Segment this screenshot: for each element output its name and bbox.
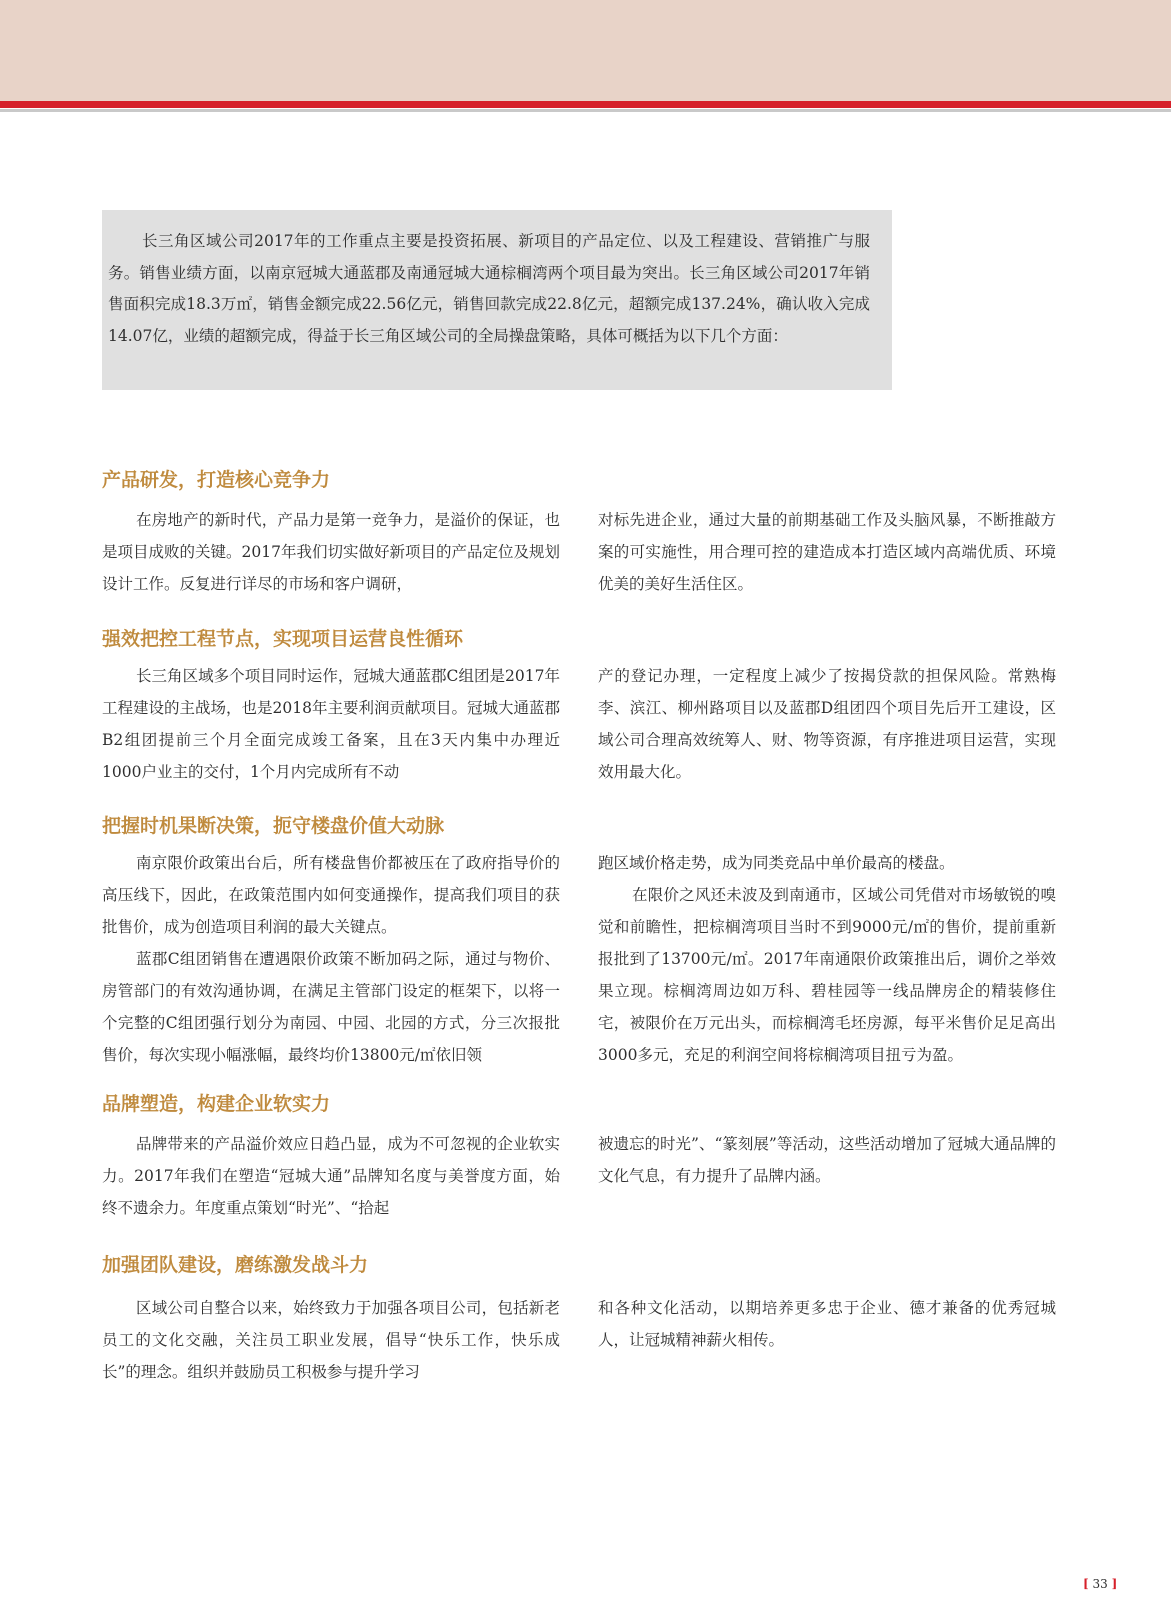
page-number-close-bracket: ] bbox=[1111, 1577, 1118, 1591]
header-red-rule bbox=[0, 101, 1171, 108]
paragraph: 长三角区域多个项目同时运作，冠城大通蓝郡C组团是2017年工程建设的主战场，也是2018年主要利润贡献项目。冠城大通蓝郡B2组团提前三个月全面完成竣工备案，且在3天内集中办理近1000户业主的交付，1个月内完成所有不动 bbox=[102, 667, 560, 781]
section-pricing-right bbox=[598, 847, 1056, 1071]
section-brand-left bbox=[102, 1128, 560, 1224]
page-number bbox=[1083, 1576, 1117, 1592]
paragraph: 产的登记办理，一定程度上减少了按揭贷款的担保风险。常熟梅李、滨江、柳州路项目以及蓝郡D组团四个项目先后开工建设，区域公司合理高效统筹人、财、物等资源，有序推进项目运营，实现效用最大化。 bbox=[598, 667, 1056, 781]
section-title-brand: 品牌塑造，构建企业软实力 bbox=[102, 1093, 331, 1115]
section-engineering-left bbox=[102, 660, 560, 788]
paragraph: 南京限价政策出台后，所有楼盘售价都被压在了政府指导价的高压线下，因此，在政策范围内如何变通操作，提高我们项目的获批售价，成为创造项目利润的最大关键点。 bbox=[102, 854, 560, 936]
paragraph: 品牌带来的产品溢价效应日趋凸显，成为不可忽视的企业软实力。2017年我们在塑造“冠城大通”品牌知名度与美誉度方面，始终不遗余力。年度重点策划“时光”、“拾起 bbox=[102, 1135, 560, 1217]
paragraph: 区域公司自整合以来，始终致力于加强各项目公司，包括新老员工的文化交融，关注员工职业发展，倡导“快乐工作，快乐成长”的理念。组织并鼓励员工积极参与提升学习 bbox=[102, 1299, 560, 1381]
intro-box bbox=[102, 210, 892, 390]
section-title-team: 加强团队建设，磨练激发战斗力 bbox=[102, 1254, 369, 1276]
section-title-pricing: 把握时机果断决策，扼守楼盘价值大动脉 bbox=[102, 815, 445, 837]
header-band bbox=[0, 0, 1171, 101]
section-engineering-right bbox=[598, 660, 1056, 788]
section-title-product: 产品研发，打造核心竞争力 bbox=[102, 469, 331, 491]
paragraph: 被遗忘的时光”、“篆刻展”等活动，这些活动增加了冠城大通品牌的文化气息，有力提升了品牌内涵。 bbox=[598, 1135, 1056, 1185]
section-product-right bbox=[598, 504, 1056, 600]
header-gray-rule bbox=[0, 109, 1171, 112]
section-brand-right bbox=[598, 1128, 1056, 1192]
paragraph: 在房地产的新时代，产品力是第一竞争力，是溢价的保证，也是项目成败的关键。2017年我们切实做好新项目的产品定位及规划设计工作。反复进行详尽的市场和客户调研， bbox=[102, 511, 560, 593]
page-number-open-bracket: [ bbox=[1083, 1577, 1089, 1591]
intro-text: 长三角区域公司2017年的工作重点主要是投资拓展、新项目的产品定位、以及工程建设、营销推广与服务。销售业绩方面，以南京冠城大通蓝郡及南通冠城大通棕榈湾两个项目最为突出。长三角区域公司2017年销售面积完成18.3万㎡，销售金额完成22.56亿元，销售回款完成22.8亿元，超额完成137.24%，确认收入完成14.07亿，业绩的超额完成，得益于长三角区域公司的全局操盘策略，具体可概括为以下几个方面： bbox=[108, 232, 870, 345]
paragraph: 蓝郡C组团销售在遭遇限价政策不断加码之际，通过与物价、房管部门的有效沟通协调，在满足主管部门设定的框架下，以将一个完整的C组团强行划分为南园、中园、北园的方式，分三次报批售价，每次实现小幅涨幅，最终均价13800元/㎡依旧领 bbox=[102, 950, 560, 1064]
section-pricing-left bbox=[102, 847, 560, 1071]
section-title-engineering: 强效把控工程节点，实现项目运营良性循环 bbox=[102, 628, 464, 650]
page-number-value: 33 bbox=[1092, 1577, 1108, 1591]
paragraph: 跑区域价格走势，成为同类竞品中单价最高的楼盘。 bbox=[598, 854, 955, 872]
paragraph: 在限价之风还未波及到南通市，区域公司凭借对市场敏锐的嗅觉和前瞻性，把棕榈湾项目当时不到9000元/㎡的售价，提前重新报批到了13700元/㎡。2017年南通限价政策推出后，调价之举效果立现。棕榈湾周边如万科、碧桂园等一线品牌房企的精装修住宅，被限价在万元出头，而棕榈湾毛坯房源，每平米售价足足高出3000多元，充足的利润空间将棕榈湾项目扭亏为盈。 bbox=[598, 886, 1056, 1064]
paragraph: 对标先进企业，通过大量的前期基础工作及头脑风暴，不断推敲方案的可实施性，用合理可控的建造成本打造区域内高端优质、环境优美的美好生活住区。 bbox=[598, 511, 1056, 593]
section-team-right bbox=[598, 1292, 1056, 1356]
section-product-left bbox=[102, 504, 560, 600]
paragraph: 和各种文化活动，以期培养更多忠于企业、德才兼备的优秀冠城人，让冠城精神薪火相传。 bbox=[598, 1299, 1056, 1349]
section-team-left bbox=[102, 1292, 560, 1388]
